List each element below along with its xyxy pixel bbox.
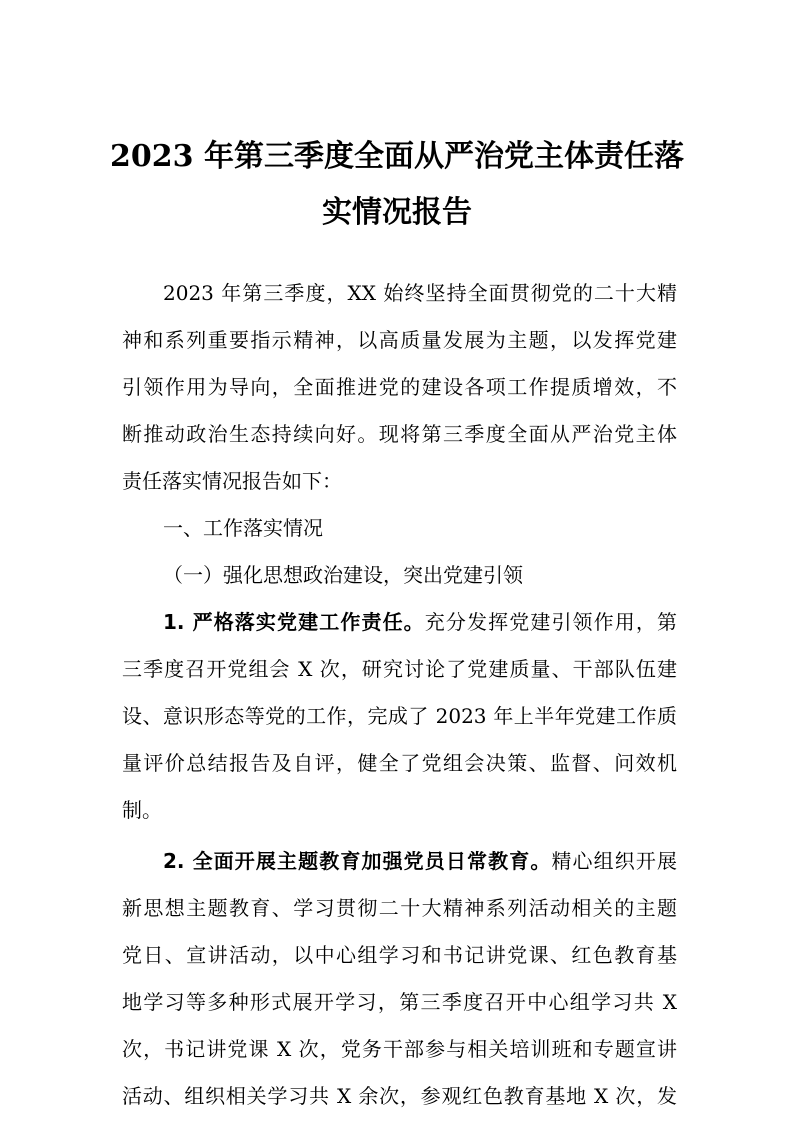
item-1-line-1-rest: 充分发挥党建引领作用，第 [424,610,677,634]
item-1-line-2: 三季度召开党组会 X 次，研究讨论了党建质量、干部队伍建 [122,657,677,681]
subsection-heading: （一）强化思想政治建设，突出党建引领 [163,563,523,587]
item-2-line-1-rest: 精心组织开展 [551,849,677,873]
document-title-line-1: 2023 年第三季度全面从严治党主体责任落 [110,139,684,174]
item-1-line-1 [163,610,677,634]
intro-line-1: 2023 年第三季度，XX 始终坚持全面贯彻党的二十大精 [163,281,677,305]
item-1-line-4: 量评价总结报告及自评，健全了党组会决策、监督、问效机 [122,751,677,775]
item-2-lead: 2. 全面开展主题教育加强党员日常教育。 [163,849,552,873]
item-2-line-6: 活动、组织相关学习共 X 余次，参观红色教育基地 X 次，发 [122,1084,677,1108]
intro-line-5: 责任落实情况报告如下： [122,469,342,493]
intro-line-4: 断推动政治生态持续向好。现将第三季度全面从严治党主体 [122,422,677,446]
item-2-line-1 [163,849,677,873]
item-1-line-3: 设、意识形态等党的工作，完成了 2023 年上半年党建工作质 [122,704,677,728]
section-heading: 一、工作落实情况 [163,516,323,540]
document-title-line-2: 实情况报告 [322,195,472,230]
item-1-lead: 1. 严格落实党建工作责任。 [163,610,425,634]
item-2-line-4: 地学习等多种形式展开学习，第三季度召开中心组学习共 X [122,990,677,1014]
intro-line-3: 引领作用为导向，全面推进党的建设各项工作提质增效，不 [122,375,677,399]
item-2-line-2: 新思想主题教育、学习贯彻二十大精神系列活动相关的主题 [122,896,677,920]
intro-line-2: 神和系列重要指示精神，以高质量发展为主题，以发挥党建 [122,328,677,352]
item-1-line-5: 制。 [122,798,162,822]
item-2-line-3: 党日、宣讲活动，以中心组学习和书记讲党课、红色教育基 [122,943,677,967]
item-2-line-5: 次，书记讲党课 X 次，党务干部参与相关培训班和专题宣讲 [122,1037,677,1061]
